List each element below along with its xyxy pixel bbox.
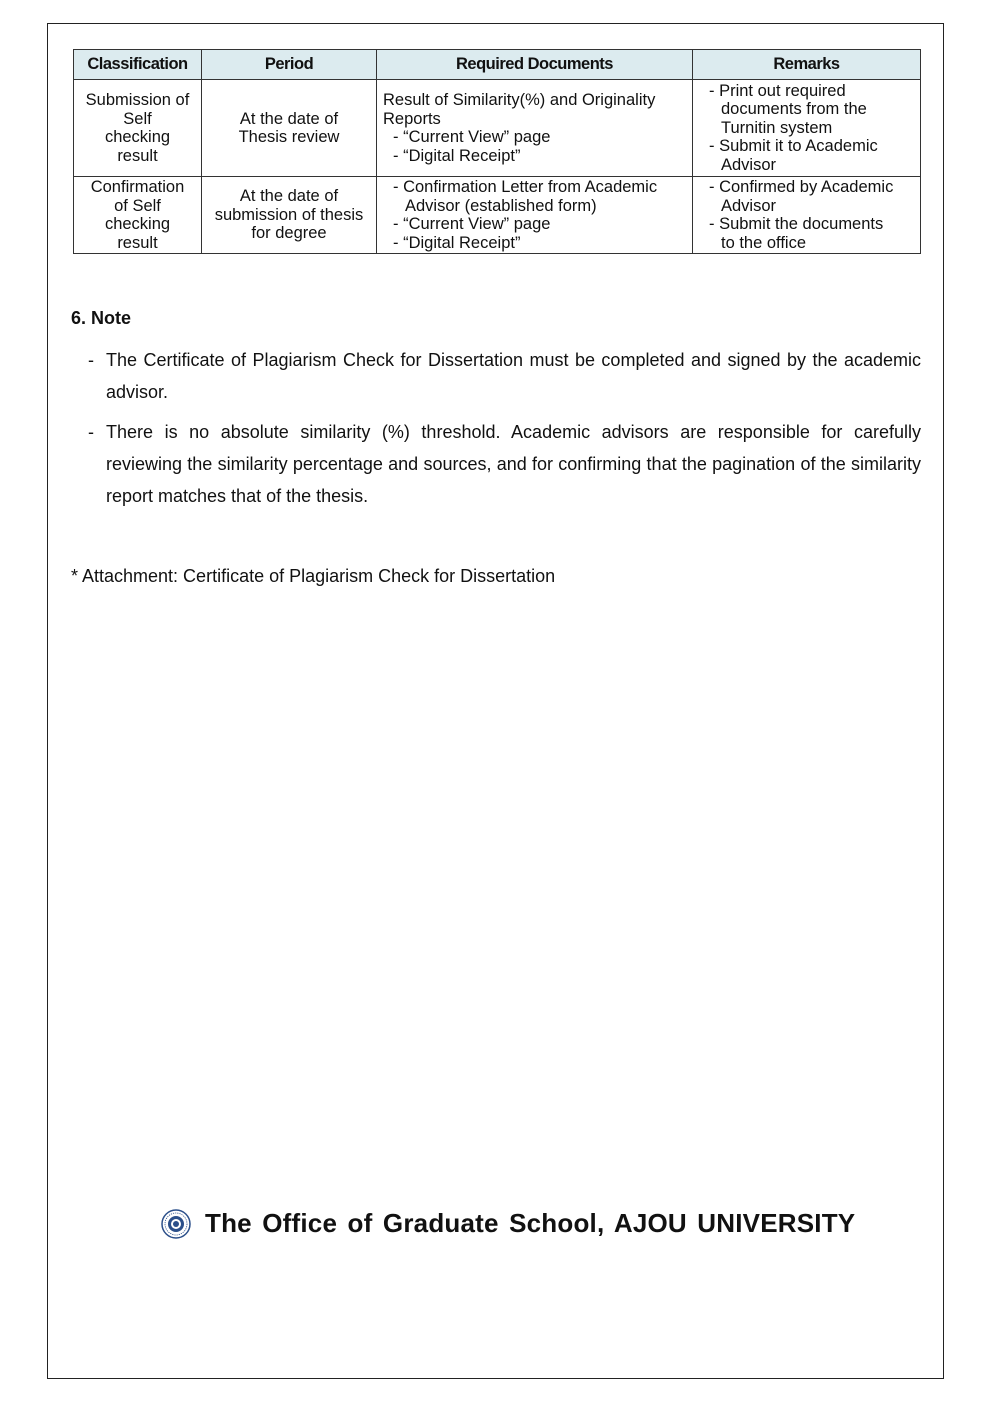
footer xyxy=(161,1208,855,1239)
cell-line: At the date of xyxy=(239,187,339,206)
cell-line: to the office xyxy=(721,233,807,252)
cell-line: - Confirmation Letter from Academic xyxy=(393,178,658,196)
note-text: There is no absolute similarity (%) threshold. Academic advisors are responsible for carefully reviewing the similarity percentage and sources, and for confirming that the pagination of the similarity report matches that of the thesis. xyxy=(106,422,921,506)
cell-line: Submission of xyxy=(85,91,190,109)
cell-documents xyxy=(377,80,693,177)
cell-line: for degree xyxy=(251,224,327,243)
cell-line: At the date of xyxy=(239,109,339,128)
header-classification: Classification xyxy=(74,50,202,80)
cell-line: submission of thesis xyxy=(214,205,364,224)
cell-classification xyxy=(74,80,202,177)
cell-line: checking xyxy=(104,128,171,146)
cell-line: Self xyxy=(123,109,152,128)
header-required-documents: Required Documents xyxy=(377,50,693,80)
cell-line: result xyxy=(117,146,158,165)
note-text: The Certificate of Plagiarism Check for Dissertation must be completed and signed by the academic advisor. xyxy=(106,350,921,402)
cell-line: Thesis review xyxy=(238,128,340,146)
required-documents-table xyxy=(73,49,921,254)
cell-classification xyxy=(74,177,202,254)
cell-line: - Print out required xyxy=(709,81,846,100)
footer-office-name: The Office of Graduate School, AJOU UNIVERSITY xyxy=(205,1208,856,1238)
cell-line: Turnitin system xyxy=(721,118,833,137)
cell-line: - “Digital Receipt” xyxy=(393,146,521,165)
section-title-note: 6. Note xyxy=(71,308,132,328)
cell-line: Result of Similarity(%) and Originality xyxy=(383,91,656,109)
cell-line: Advisor (established form) xyxy=(405,196,597,215)
note-item xyxy=(88,416,921,512)
cell-line: - “Digital Receipt” xyxy=(393,233,521,252)
cell-line: - “Current View” page xyxy=(393,128,551,146)
cell-line: - “Current View” page xyxy=(393,215,551,233)
cell-line: Advisor xyxy=(721,155,777,174)
cell-line: result xyxy=(117,233,158,252)
table-row xyxy=(74,80,921,177)
university-seal-icon xyxy=(161,1209,191,1239)
cell-period xyxy=(202,177,377,254)
cell-line: - Submit the documents xyxy=(709,215,884,233)
cell-documents xyxy=(377,177,693,254)
bullet-dash: - xyxy=(88,422,94,442)
cell-line: checking xyxy=(104,215,171,233)
attachment-line: * Attachment: Certificate of Plagiarism Check for Dissertation xyxy=(71,566,556,586)
header-remarks: Remarks xyxy=(693,50,921,80)
cell-line: - Submit it to Academic xyxy=(709,137,878,156)
bullet-dash: - xyxy=(88,350,94,370)
table-row xyxy=(74,177,921,254)
header-period: Period xyxy=(202,50,377,80)
cell-period xyxy=(202,80,377,177)
cell-line: Confirmation xyxy=(90,178,185,196)
cell-line: of Self xyxy=(114,196,161,215)
cell-line: Reports xyxy=(383,109,441,128)
cell-line: documents from the xyxy=(721,100,867,119)
cell-remarks xyxy=(693,80,921,177)
cell-line: Advisor xyxy=(721,196,777,215)
table-header-row xyxy=(74,50,921,80)
cell-remarks xyxy=(693,177,921,254)
cell-line: - Confirmed by Academic xyxy=(709,178,894,196)
note-item xyxy=(88,344,921,408)
